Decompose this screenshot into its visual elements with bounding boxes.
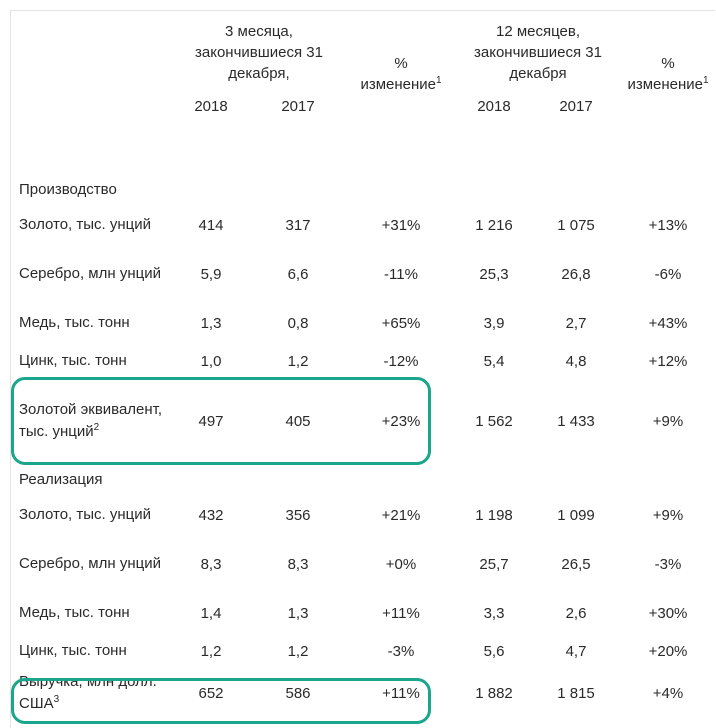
cell-q2017: 405	[285, 412, 311, 430]
row-label-text: Золотой эквивалент, тыс. унций	[19, 401, 163, 440]
row-label-text: Выручка, млн долл. США	[19, 673, 157, 712]
cell-y-pct: +9%	[652, 506, 684, 524]
cell-q2017: 586	[285, 684, 311, 702]
table-row	[10, 594, 716, 632]
cell-q-pct: +65%	[381, 314, 421, 332]
section-title: Производство	[19, 180, 117, 198]
cell-q2018: 414	[198, 216, 224, 234]
cell-q2018: 497	[198, 412, 224, 430]
header-3m-line2: закончившиеся 31	[195, 44, 323, 61]
year-3m-2017: 2017	[281, 98, 315, 115]
section-title: Реализация	[19, 470, 103, 488]
header-pct-sign: %	[394, 55, 408, 72]
header-3m-line3: декабря,	[228, 65, 290, 82]
header-12m-line2: закончившиеся 31	[474, 44, 602, 61]
row-label	[10, 670, 172, 716]
cell-q-pct: +0%	[385, 555, 417, 573]
cell-q2017: 356	[285, 506, 311, 524]
cell-q2018: 432	[198, 506, 224, 524]
cell-q2018: 652	[198, 684, 224, 702]
table-row	[10, 534, 716, 594]
year-empty-cell	[620, 98, 716, 124]
header-pct-word: изменение	[360, 76, 436, 93]
cell-y2017: 1 075	[557, 216, 595, 234]
row-label: Медь, тыс. тонн	[19, 604, 130, 621]
cell-q2018: 1,0	[200, 352, 222, 370]
cell-y2018: 25,7	[479, 555, 509, 573]
year-12m-2017: 2017	[559, 98, 593, 115]
cell-y2018: 1 198	[475, 506, 513, 524]
operating-results-table	[10, 10, 716, 716]
row-label: Цинк, тыс. тонн	[19, 642, 127, 659]
table-row	[10, 304, 716, 342]
cell-q2018: 1,3	[200, 314, 222, 332]
section-header-production	[10, 172, 716, 206]
cell-y2017: 26,8	[561, 265, 591, 283]
cell-q-pct: -3%	[387, 642, 415, 660]
cell-y2017: 2,7	[565, 314, 587, 332]
table-row	[10, 496, 716, 534]
cell-y2017: 26,5	[561, 555, 591, 573]
row-label: Цинк, тыс. тонн	[19, 352, 127, 369]
row-label	[10, 380, 172, 462]
cell-q-pct: +21%	[381, 506, 421, 524]
cell-q2017: 1,3	[287, 604, 309, 622]
cell-y2018: 3,9	[483, 314, 505, 332]
footnote-marker: 1	[435, 75, 442, 86]
table-row-revenue	[10, 670, 716, 716]
cell-q-pct: -12%	[383, 352, 419, 370]
cell-y-pct: -3%	[654, 555, 682, 573]
table-row	[10, 342, 716, 380]
cell-y2017: 2,6	[565, 604, 587, 622]
table-row	[10, 632, 716, 670]
header-3m-line1: 3 месяца,	[225, 23, 293, 40]
year-empty-cell	[10, 98, 172, 124]
footnote-marker: 1	[702, 75, 709, 86]
year-3m-2018: 2018	[194, 98, 228, 115]
cell-y2017: 1 099	[557, 506, 595, 524]
cell-q-pct: +11%	[382, 604, 420, 622]
cell-y2018: 5,4	[483, 352, 505, 370]
header-pct-sign: %	[661, 55, 675, 72]
table-row	[10, 206, 716, 244]
header-3-months	[172, 10, 346, 98]
cell-y2018: 1 562	[475, 412, 513, 430]
header-12-months	[456, 10, 620, 98]
cell-y-pct: +4%	[652, 684, 684, 702]
cell-y-pct: +43%	[648, 314, 688, 332]
row-label: Медь, тыс. тонн	[19, 314, 130, 331]
cell-q2018: 1,4	[200, 604, 222, 622]
header-empty-cell	[10, 10, 172, 98]
cell-q-pct: +11%	[382, 684, 420, 702]
header-12m-line3: декабря	[509, 65, 567, 82]
header-pct-word-line	[346, 74, 456, 95]
cell-y2017: 4,7	[565, 642, 587, 660]
cell-q2017: 1,2	[287, 352, 309, 370]
row-label: Золото, тыс. унций	[19, 506, 152, 523]
cell-y-pct: -6%	[654, 265, 682, 283]
header-pct-change-3m	[346, 10, 456, 98]
cell-y2018: 3,3	[483, 604, 505, 622]
cell-q2017: 317	[285, 216, 311, 234]
cell-q2018: 1,2	[200, 642, 222, 660]
cell-q2018: 8,3	[200, 555, 222, 573]
header-row	[10, 10, 716, 98]
cell-q2018: 5,9	[200, 265, 222, 283]
cell-y2017: 1 815	[557, 684, 595, 702]
cell-y-pct: +9%	[652, 412, 684, 430]
header-pct-word: изменение	[627, 76, 703, 93]
cell-y-pct: +20%	[648, 642, 688, 660]
table-row	[10, 244, 716, 304]
row-label: Серебро, млн унций	[19, 555, 161, 572]
row-label: Золото, тыс. унций	[19, 216, 152, 233]
cell-y2018: 5,6	[483, 642, 505, 660]
header-12m-line1: 12 месяцев,	[495, 23, 581, 40]
cell-q2017: 1,2	[287, 642, 309, 660]
cell-y2017: 1 433	[557, 412, 595, 430]
cell-y-pct: +30%	[648, 604, 688, 622]
year-empty-cell	[346, 98, 456, 124]
cell-y2017: 4,8	[565, 352, 587, 370]
cell-q2017: 6,6	[287, 265, 309, 283]
footnote-marker: 3	[53, 694, 60, 705]
year-row	[10, 98, 716, 124]
cell-q-pct: -11%	[384, 265, 418, 283]
cell-q2017: 0,8	[287, 314, 309, 332]
year-12m-2018: 2018	[477, 98, 511, 115]
row-label: Серебро, млн унций	[19, 265, 161, 282]
cell-y-pct: +13%	[648, 216, 688, 234]
footnote-marker: 2	[93, 422, 100, 433]
cell-y2018: 25,3	[479, 265, 509, 283]
cell-q-pct: +23%	[381, 412, 421, 430]
cell-y2018: 1 882	[475, 684, 513, 702]
header-pct-word-line	[620, 74, 716, 95]
table-row-gold-equivalent	[10, 380, 716, 462]
section-header-sales	[10, 462, 716, 496]
header-pct-change-12m	[620, 10, 716, 98]
cell-y2018: 1 216	[475, 216, 513, 234]
cell-y-pct: +12%	[648, 352, 688, 370]
cell-q2017: 8,3	[287, 555, 309, 573]
cell-q-pct: +31%	[381, 216, 421, 234]
header-spacer	[10, 124, 716, 172]
